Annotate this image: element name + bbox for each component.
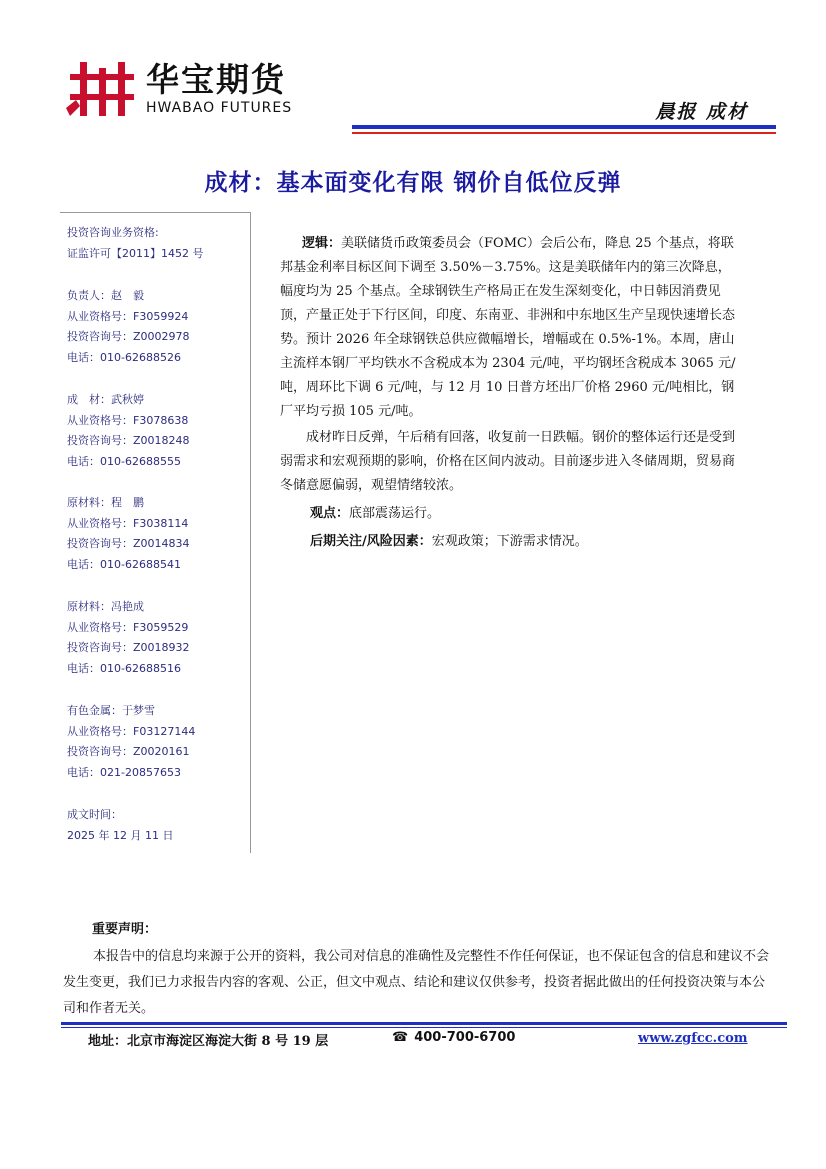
- sidebar-line: 投资咨询号：Z0020161: [67, 745, 190, 758]
- analyst-block-lead: [67, 286, 190, 368]
- logo-english-name: HWABAO FUTURES: [146, 100, 293, 116]
- sidebar-line: 从业资格号：F3059529: [67, 620, 189, 634]
- logo-chinese-name: 华宝期货: [146, 60, 286, 99]
- sidebar-line: 电话：010-62688541: [67, 557, 181, 571]
- qualification-block: [67, 223, 203, 264]
- view-line: [280, 502, 742, 526]
- footer-rule: [61, 1022, 787, 1025]
- sidebar-line: 电话：010-62688516: [67, 661, 181, 675]
- disclaimer-text: 本报告中的信息均来源于公开的资料，我公司对信息的准确性及完整性不作任何保证，也不保证包含的信息和建议不会发生变更，我们已力求报告内容的客观、公正，但文中观点、结论和建议仅供参考，投资者据此做出的任何投资决策与本公司和作者无关。: [63, 949, 770, 1016]
- date-block: [67, 805, 173, 846]
- risk-line: [280, 530, 742, 554]
- sidebar-line: 成 材：武秋婷: [67, 393, 144, 406]
- logic-text: 美联储货币政策委员会（FOMC）会后公布，降息 25 个基点，将联邦基金利率目标区间下调至 3.50%－3.75%。这是美联储年内的第三次降息，幅度均为 25 个基点。全球钢铁生产格局正在发生深刻变化，中日韩因消费见顶，产量正处于下行区间，印度、东南亚、非洲和中东地区生产呈现快速增长态势。预计 2026 年全球钢铁总供应微幅增长，增幅或在 0.5%-1%。本周，唐山主流样本钢厂平均铁水不含税成本为 2304 元/吨，平均钢坯含税成本 3065 元/吨，周环比下调 6 元/吨，与 12 月 10 日普方坯出厂价格 2960 元/吨相比，钢厂平均亏损 105 元/吨。: [280, 236, 736, 419]
- disclaimer-title: 重要声明：: [92, 922, 158, 937]
- report-body: [280, 232, 742, 554]
- analyst-block-metals: [67, 701, 195, 783]
- sidebar-line: 投资咨询业务资格:: [67, 226, 159, 239]
- report-type-tag: 晨报 成材: [655, 101, 748, 123]
- report-date: 2025 年 12 月 11 日: [67, 828, 174, 842]
- sidebar-line: 原材料：冯艳成: [67, 600, 144, 613]
- market-paragraph: 成材昨日反弹，午后稍有回落，收复前一日跌幅。钢价的整体运行还是受到弱需求和宏观预期的影响，价格在区间内波动。目前逐步进入冬储周期，贸易商冬储意愿偏弱，观望情绪较浓。: [280, 430, 736, 493]
- phone-number: 400-700-6700: [414, 1030, 516, 1045]
- sidebar-line: 证监许可【2011】1452 号: [67, 246, 204, 260]
- hwabao-logo-mark-icon: [66, 60, 138, 118]
- footer-rule-thin: [61, 1027, 787, 1028]
- footer-phone: [392, 1030, 515, 1045]
- sidebar-line: 投资咨询号：Z0014834: [67, 537, 190, 550]
- website-link[interactable]: www.zgfcc.com: [638, 1031, 748, 1046]
- sidebar-line: 原材料：程 鹏: [67, 496, 144, 509]
- company-logo: [66, 60, 316, 120]
- header-rule-red: [352, 132, 776, 134]
- sidebar-line: 投资咨询号：Z0018932: [67, 641, 190, 654]
- footer-address: 地址：北京市海淀区海淀大街 8 号 19 层: [88, 1034, 329, 1049]
- view-label: 观点：: [310, 506, 350, 521]
- sidebar-line: 从业资格号：F3078638: [67, 413, 189, 427]
- view-text: 底部震荡运行。: [349, 506, 441, 521]
- analyst-sidebar: [60, 212, 251, 853]
- sidebar-line: 成文时间：: [67, 808, 122, 821]
- sidebar-line: 电话：021-20857653: [67, 765, 181, 779]
- risk-label: 后期关注/风险因素：: [310, 534, 432, 549]
- risk-text: 宏观政策；下游需求情况。: [431, 534, 588, 549]
- sidebar-line: 从业资格号：F03127144: [67, 724, 196, 738]
- header-rule-blue: [352, 125, 776, 129]
- report-title: 成材：基本面变化有限 钢价自低位反弹: [204, 170, 622, 196]
- telephone-icon: ☎: [392, 1030, 409, 1045]
- sidebar-line: 从业资格号：F3038114: [67, 516, 189, 530]
- logic-label: 逻辑：: [302, 236, 342, 251]
- sidebar-line: 电话：010-62688526: [67, 350, 181, 364]
- sidebar-line: 电话：010-62688555: [67, 454, 181, 468]
- sidebar-line: 有色金属：于梦雪: [67, 704, 155, 717]
- analyst-block-steel: [67, 390, 190, 472]
- analyst-block-raw-1: [67, 493, 190, 575]
- sidebar-line: 负责人：赵 毅: [67, 289, 144, 302]
- logic-paragraph: [280, 232, 742, 424]
- analyst-block-raw-2: [67, 597, 190, 679]
- sidebar-line: 投资咨询号：Z0002978: [67, 330, 190, 343]
- sidebar-line: 从业资格号：F3059924: [67, 309, 189, 323]
- sidebar-line: 投资咨询号：Z0018248: [67, 434, 190, 447]
